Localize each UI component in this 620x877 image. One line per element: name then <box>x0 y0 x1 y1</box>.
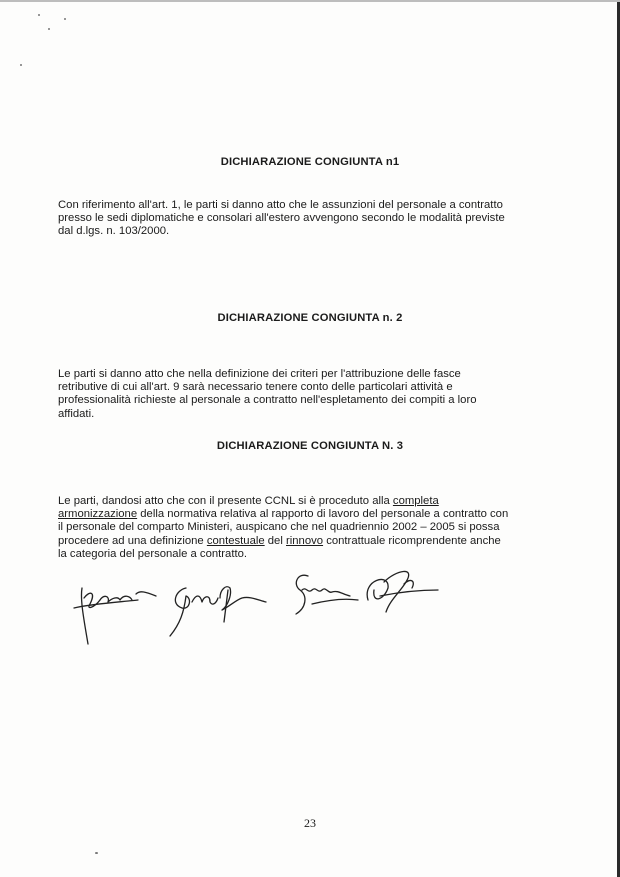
scan-speck <box>38 14 40 16</box>
paragraph-declaration-2 <box>58 368 562 421</box>
underlined-word: contestuale <box>206 534 265 547</box>
paragraph-line: Le parti si danno atto che nella definizione dei criteri per l'attribuzione delle fasce <box>58 368 461 380</box>
underlined-word: completa <box>392 495 439 507</box>
text-run: procedere ad una definizione <box>58 534 207 547</box>
signature-2 <box>170 587 266 636</box>
underlined-word: armonizzazione <box>58 508 138 521</box>
signatures <box>60 560 460 650</box>
text-run: Le parti, dandosi atto che con il presente CCNL si è proceduto alla <box>58 495 393 507</box>
paragraph-line <box>58 535 562 548</box>
paragraph-line <box>58 495 562 508</box>
heading-declaration-3: DICHIARAZIONE CONGIUNTA N. 3 <box>216 440 404 452</box>
scan-edge <box>0 0 620 2</box>
heading-declaration-2: DICHIARAZIONE CONGIUNTA n. 2 <box>217 312 403 324</box>
underlined-word: rinnovo <box>286 534 324 547</box>
paragraph-line: affidati. <box>58 407 95 420</box>
signature-1 <box>74 588 156 644</box>
scan-speck <box>95 852 98 854</box>
page-number: 23 <box>304 816 316 830</box>
paragraph-line: la categoria del personale a contratto. <box>58 547 248 560</box>
signature-4 <box>367 571 438 612</box>
paragraph-line: presso le sedi diplomatiche e consolari all'estero avvengono secondo le modalità previste <box>58 212 505 225</box>
text-run: della normativa relativa al rapporto di lavoro del personale a contratto con <box>137 508 509 521</box>
scan-speck <box>48 28 50 30</box>
paragraph-line: retributive di cui all'art. 9 sarà necessario tenere conto delle particolari attività e <box>58 381 453 394</box>
text-run: del <box>264 534 286 547</box>
text-run: contrattuale ricomprendente anche <box>323 534 501 547</box>
paragraph-line <box>58 508 562 521</box>
paragraph-line: il personale del comparto Ministeri, auspicano che nel quadriennio 2002 – 2005 si possa <box>58 521 500 534</box>
signature-3 <box>296 575 358 614</box>
heading-declaration-1: DICHIARAZIONE CONGIUNTA n1 <box>220 156 400 168</box>
paragraph-declaration-1 <box>58 199 562 239</box>
scan-speck <box>20 64 22 66</box>
scan-speck <box>64 18 66 20</box>
paragraph-line: professionalità richieste al personale a contratto nell'espletamento dei compiti a loro <box>58 394 477 407</box>
paragraph-line: Con riferimento all'art. 1, le parti si danno atto che le assunzioni del personale a contratto <box>58 199 503 211</box>
paragraph-declaration-3 <box>58 495 562 561</box>
paragraph-line: dal d.lgs. n. 103/2000. <box>58 225 170 238</box>
